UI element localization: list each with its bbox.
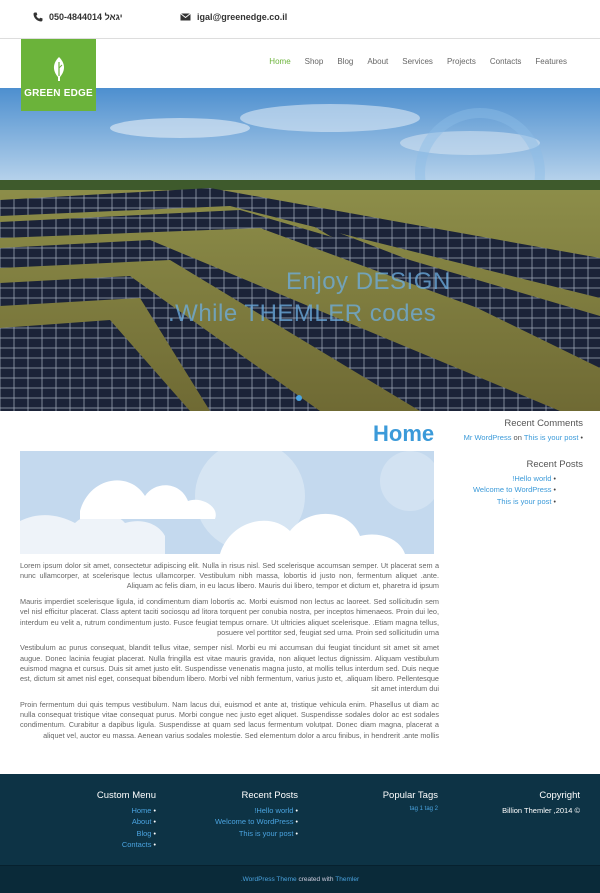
wordpress-theme-link[interactable]: .WordPress Theme	[240, 876, 297, 883]
email-contact[interactable]	[180, 12, 287, 22]
nav-contacts[interactable]: Contacts	[489, 57, 522, 66]
site-logo[interactable]	[21, 39, 96, 111]
comment-item	[445, 433, 583, 445]
recent-comments-title: Recent Comments	[504, 418, 583, 429]
copyright-text: Billion Themler ,2014 ©	[502, 806, 580, 815]
comment-post-link[interactable]: This is your post	[523, 433, 579, 442]
phone-icon	[33, 12, 43, 22]
footer-menu-item	[97, 829, 156, 840]
post-link[interactable]: !Hello world	[512, 473, 552, 483]
site-footer	[0, 774, 600, 865]
nav-shop[interactable]: Shop	[304, 57, 324, 66]
footer-link[interactable]: Contacts	[121, 839, 152, 849]
nav-blog[interactable]: Blog	[337, 57, 354, 66]
footer-copyright-title: Copyright	[539, 790, 580, 801]
footer-link[interactable]: About	[131, 817, 152, 827]
envelope-icon	[180, 13, 191, 21]
footer-posts-list	[215, 806, 298, 840]
nav-services[interactable]: Services	[402, 57, 433, 66]
paragraph: Lorem ipsum dolor sit amet, consectetur adipiscing elit. Nulla in risus nisl. Sed scelerisque accumsan semper. Ut placerat sem a nunc ullamcorper, at scelerisque lectus ullamcorper. Vestibulum nibh massa, lobortis id justo non, fermentum aliquet .ante. Aliquam ac felis diam, in eu lacus libero. Mauris dui libero, tempor et dictum et, pharetra id ipsum	[20, 561, 439, 591]
footer-custom-menu-title: Custom Menu	[96, 790, 156, 801]
bullet: •	[553, 499, 556, 507]
nav-features[interactable]: Features	[535, 57, 567, 66]
themler-link[interactable]: Themler	[335, 876, 360, 883]
recent-posts-list	[445, 474, 556, 509]
nav-projects[interactable]: Projects	[446, 57, 476, 66]
footer-link[interactable]: Blog	[136, 828, 152, 838]
bullet: •	[553, 487, 556, 495]
main-nav	[255, 57, 567, 66]
footer-post-item	[215, 806, 298, 817]
bullet: •	[295, 808, 298, 815]
list-item	[445, 474, 556, 486]
paragraph: Mauris imperdiet scelerisque ligula, id condimentum diam lobortis ac. Morbi euismod non lectus ac laoreet. Sed sollicitudin sem vel nisl efficitur placerat. Class aptent taciti sociosqu ad litora torquent per conubia nostra, per inceptos himenaeos. Proin dui leo, interdum eu velit a, rutrum condimentum justo. Fusce feugiat tempus ornare. Ut ultricies aliquet scelerisque. .Etiam magna tellus, posuere vel porttitor sed, feugiat sed urna. Proin sed sollicitudin urna	[20, 597, 439, 637]
footer-menu-item	[97, 817, 156, 828]
solar-field-image	[0, 88, 600, 411]
featured-image	[20, 451, 434, 554]
bullet: •	[153, 830, 156, 838]
footer-link[interactable]: Welcome to WordPress	[214, 817, 294, 827]
slider-dot[interactable]	[296, 395, 302, 401]
hero-headline-1: Enjoy DESIGN	[286, 268, 451, 295]
tag-cloud[interactable]: tag 1 tag 2	[409, 806, 438, 812]
contact-bar	[0, 0, 600, 38]
footer-post-item	[215, 829, 298, 840]
footer-link[interactable]: !Hello world	[254, 806, 294, 815]
bullet: •	[153, 808, 156, 815]
list-item	[445, 485, 556, 497]
leaf-icon	[51, 56, 67, 84]
post-link[interactable]: This is your post	[496, 497, 552, 507]
paragraph: Vestibulum ac purus consequat, blandit tellus vitae, semper nisl. Morbi eu mi accumsan dui feugiat tincidunt sit amet sit amet augue. Donec lacinia feugiat placerat. Nulla fringilla est vitae mauris gravida, non aliquet lectus dignissim. Aliquam vestibulum euismod magna et cursus. Duis sit amet justo elit. Suspendisse venenatis magna justo, at mollis tellus interdum sed. Duis neque est, dictum sit amet nisl eget, consequat bibendum libero. Morbi vel nibh fermentum, varius justo et, .aliquam libero. Pellentesque sit amet interdum dui	[20, 643, 439, 694]
paragraph: Proin fermentum dui quis tempus vestibulum. Nam lacus dui, euismod et ante at, tristique vehicula enim. Phasellus ut diam ac nulla consequat tristique vitae consequat purus. Morbi congue nec justo eget aliquet. Suspendisse sodales dolor ac est sodales condimentum. Curabitur a dapibus ligula. Suspendisse at quam sed lacus fermentum volutpat. Donec diam magna, placerat a aliquet vel, auctor eu massa. Aenean varius sodales molestie. Sed elementum dolor a arcu finibus, in hendrerit .ante mollis	[20, 699, 439, 740]
post-link[interactable]: Welcome to WordPress	[472, 485, 552, 495]
post-content	[20, 561, 439, 746]
email-text: igal@greenedge.co.il	[197, 12, 288, 22]
bullet: •	[153, 841, 156, 849]
footer-menu-list	[97, 806, 156, 851]
footer-recent-posts-title: Recent Posts	[241, 790, 298, 801]
page-title: Home	[373, 421, 435, 446]
recent-posts-title: Recent Posts	[526, 458, 583, 470]
site-header	[0, 38, 600, 99]
footer-post-item	[215, 817, 298, 828]
nav-about[interactable]: About	[367, 57, 389, 66]
created-with-text: created with	[298, 876, 334, 883]
footer-link[interactable]: This is your post	[238, 828, 294, 838]
hero-headline-2: .While THEMLER codes	[168, 300, 437, 327]
bullet: •	[153, 819, 156, 827]
list-item	[445, 497, 556, 509]
bullet: •	[553, 475, 556, 483]
footer-copyright	[502, 790, 580, 815]
footer-menu-item	[97, 806, 156, 817]
logo-text: GREEN EDGE	[24, 87, 93, 99]
phone-text: 050-4844014 יגאל	[49, 12, 123, 22]
footer-tags-title: Popular Tags	[382, 790, 438, 801]
phone-contact[interactable]	[33, 12, 123, 22]
comment-on-text: on	[513, 433, 522, 442]
hero-slider	[0, 88, 600, 411]
sidebar	[445, 418, 583, 509]
footer-recent-posts	[215, 790, 298, 840]
nav-home[interactable]: Home	[269, 57, 291, 66]
footer-link[interactable]: Home	[131, 806, 152, 815]
footer-popular-tags	[383, 790, 438, 812]
bullet: •	[295, 830, 298, 838]
footer-custom-menu	[97, 790, 156, 851]
footer-bottom-bar	[0, 865, 600, 893]
comment-author-link[interactable]: Mr WordPress	[463, 433, 512, 442]
bullet: •	[580, 435, 583, 442]
footer-menu-item	[97, 840, 156, 851]
bullet: •	[295, 819, 298, 827]
